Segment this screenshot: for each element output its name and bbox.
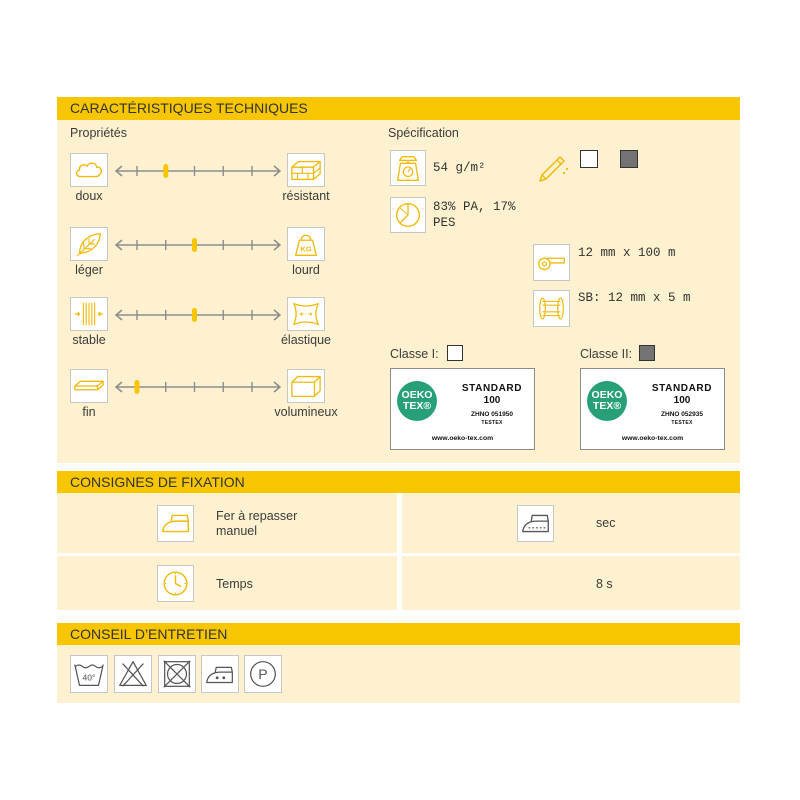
slider-marker [192, 238, 197, 252]
certificate-url: www.oeko-tex.com [621, 435, 684, 442]
spool-icon [533, 290, 570, 327]
oeko-tex-logo [587, 381, 627, 421]
slider-marker [135, 380, 140, 394]
fixation-cell-setting [402, 493, 740, 553]
certificate-code: ZHNO 052935 [661, 411, 703, 418]
kg-mark: KG [300, 244, 312, 254]
tape-roll-icon-graphic [534, 245, 569, 280]
pie-chart-icon [390, 197, 426, 233]
spool-value: SB: 12 mm x 5 m [578, 291, 691, 305]
property-scale-stable-elastique [112, 305, 284, 325]
pie-chart-icon-graphic [391, 198, 425, 232]
logo-line-2: TEX® [592, 400, 622, 412]
thick-block-icon-graphic [288, 370, 324, 402]
roll-value: 12 mm x 100 m [578, 246, 676, 260]
fixation-cell-time-value [402, 556, 740, 610]
wash-temperature: 40° [82, 672, 96, 683]
section-header-care: CONSEIL D’ENTRETIEN [57, 623, 740, 645]
specification-heading: Spécification [388, 126, 459, 140]
stable-fibers-icon-graphic [71, 298, 107, 330]
class-1-swatch [447, 345, 463, 361]
property-right-label: résistant [282, 189, 330, 203]
thin-slab-icon-graphic [71, 370, 107, 402]
slider-marker [192, 308, 197, 322]
certificate-institute: TESTEX [671, 420, 693, 426]
property-left-label: doux [75, 189, 103, 203]
certificate-url: www.oeko-tex.com [431, 435, 494, 442]
stretch-icon [287, 297, 325, 331]
certificate-number: 100 [483, 395, 501, 406]
brick-icon-graphic [288, 154, 324, 186]
property-left-label: fin [82, 405, 96, 419]
certificate-number: 100 [673, 395, 691, 406]
section-header-fixation: CONSIGNES DE FIXATION [57, 471, 740, 493]
iron-dry-icon [517, 505, 554, 542]
oeko-tex-logo [397, 381, 437, 421]
wash-40-icon-graphic [71, 656, 107, 692]
certificate-standard: STANDARD [461, 383, 523, 394]
iron-dry-icon-graphic [518, 506, 553, 541]
scale-icon [390, 150, 426, 186]
logo-line-1: OEKO [401, 389, 433, 401]
property-left-label: stable [72, 333, 106, 347]
no-tumble-dry-icon [158, 655, 196, 693]
property-left-label: léger [75, 263, 103, 277]
color-swatch-white [580, 150, 598, 168]
wash-40-icon [70, 655, 108, 693]
certificate-institute: TESTEX [481, 420, 503, 426]
brick-icon [287, 153, 325, 187]
fixation-time-value: 8 s [596, 577, 613, 591]
property-right-label: lourd [292, 263, 320, 277]
feather-icon-graphic [71, 228, 107, 260]
stretch-icon-graphic [288, 298, 324, 330]
certificate-code: ZHNO 051950 [471, 411, 513, 418]
iron-two-dots-icon-graphic [202, 656, 238, 692]
composition-value: 83% PA, 17% PES [433, 200, 516, 230]
cloud-icon-graphic [71, 154, 107, 186]
property-scale-leger-lourd [112, 235, 284, 255]
spool-icon-graphic [534, 291, 569, 326]
fixation-method-text: Fer à repasser manuel [216, 509, 298, 538]
clock-icon-graphic [158, 566, 193, 601]
section-header-technical: CARACTÉRISTIQUES TECHNIQUES [57, 97, 740, 120]
dry-clean-letter: P [258, 667, 268, 684]
logo-line-2: TEX® [402, 400, 432, 412]
feather-icon [70, 227, 108, 261]
stable-fibers-icon [70, 297, 108, 331]
hand-iron-icon-graphic [158, 506, 193, 541]
dry-clean-p-icon-graphic [245, 656, 281, 692]
kettlebell-kg-icon-graphic [288, 228, 324, 260]
cloud-icon [70, 153, 108, 187]
pencil-icon [534, 150, 570, 186]
dry-clean-p-icon [244, 655, 282, 693]
pencil-icon-graphic [534, 150, 570, 186]
color-swatch-gray [620, 150, 638, 168]
slider-marker [163, 164, 168, 178]
certificate-standard: STANDARD [651, 383, 713, 394]
property-right-label: volumineux [274, 405, 338, 419]
hand-iron-icon [157, 505, 194, 542]
no-bleach-icon-graphic [115, 656, 151, 692]
class-1-label: Classe I: [390, 347, 439, 361]
class-2-swatch [639, 345, 655, 361]
kettlebell-kg-icon [287, 227, 325, 261]
scale-icon-graphic [391, 151, 425, 185]
oeko-tex-label-class-1 [390, 368, 535, 450]
no-tumble-dry-icon-graphic [159, 656, 195, 692]
tape-roll-icon [533, 244, 570, 281]
no-bleach-icon [114, 655, 152, 693]
thick-block-icon [287, 369, 325, 403]
clock-icon [157, 565, 194, 602]
weight-value: 54 g/m² [433, 161, 486, 175]
class-2-label: Classe II: [580, 347, 633, 361]
property-right-label: élastique [280, 333, 332, 347]
iron-two-dots-icon [201, 655, 239, 693]
property-scale-fin-volumineux [112, 377, 284, 397]
property-scale-doux-resistant [112, 161, 284, 181]
logo-line-1: OEKO [591, 389, 623, 401]
fixation-time-label: Temps [216, 577, 253, 591]
thin-slab-icon [70, 369, 108, 403]
oeko-tex-label-class-2 [580, 368, 725, 450]
properties-heading: Propriétés [70, 126, 127, 140]
fixation-setting-text: sec [596, 516, 616, 530]
